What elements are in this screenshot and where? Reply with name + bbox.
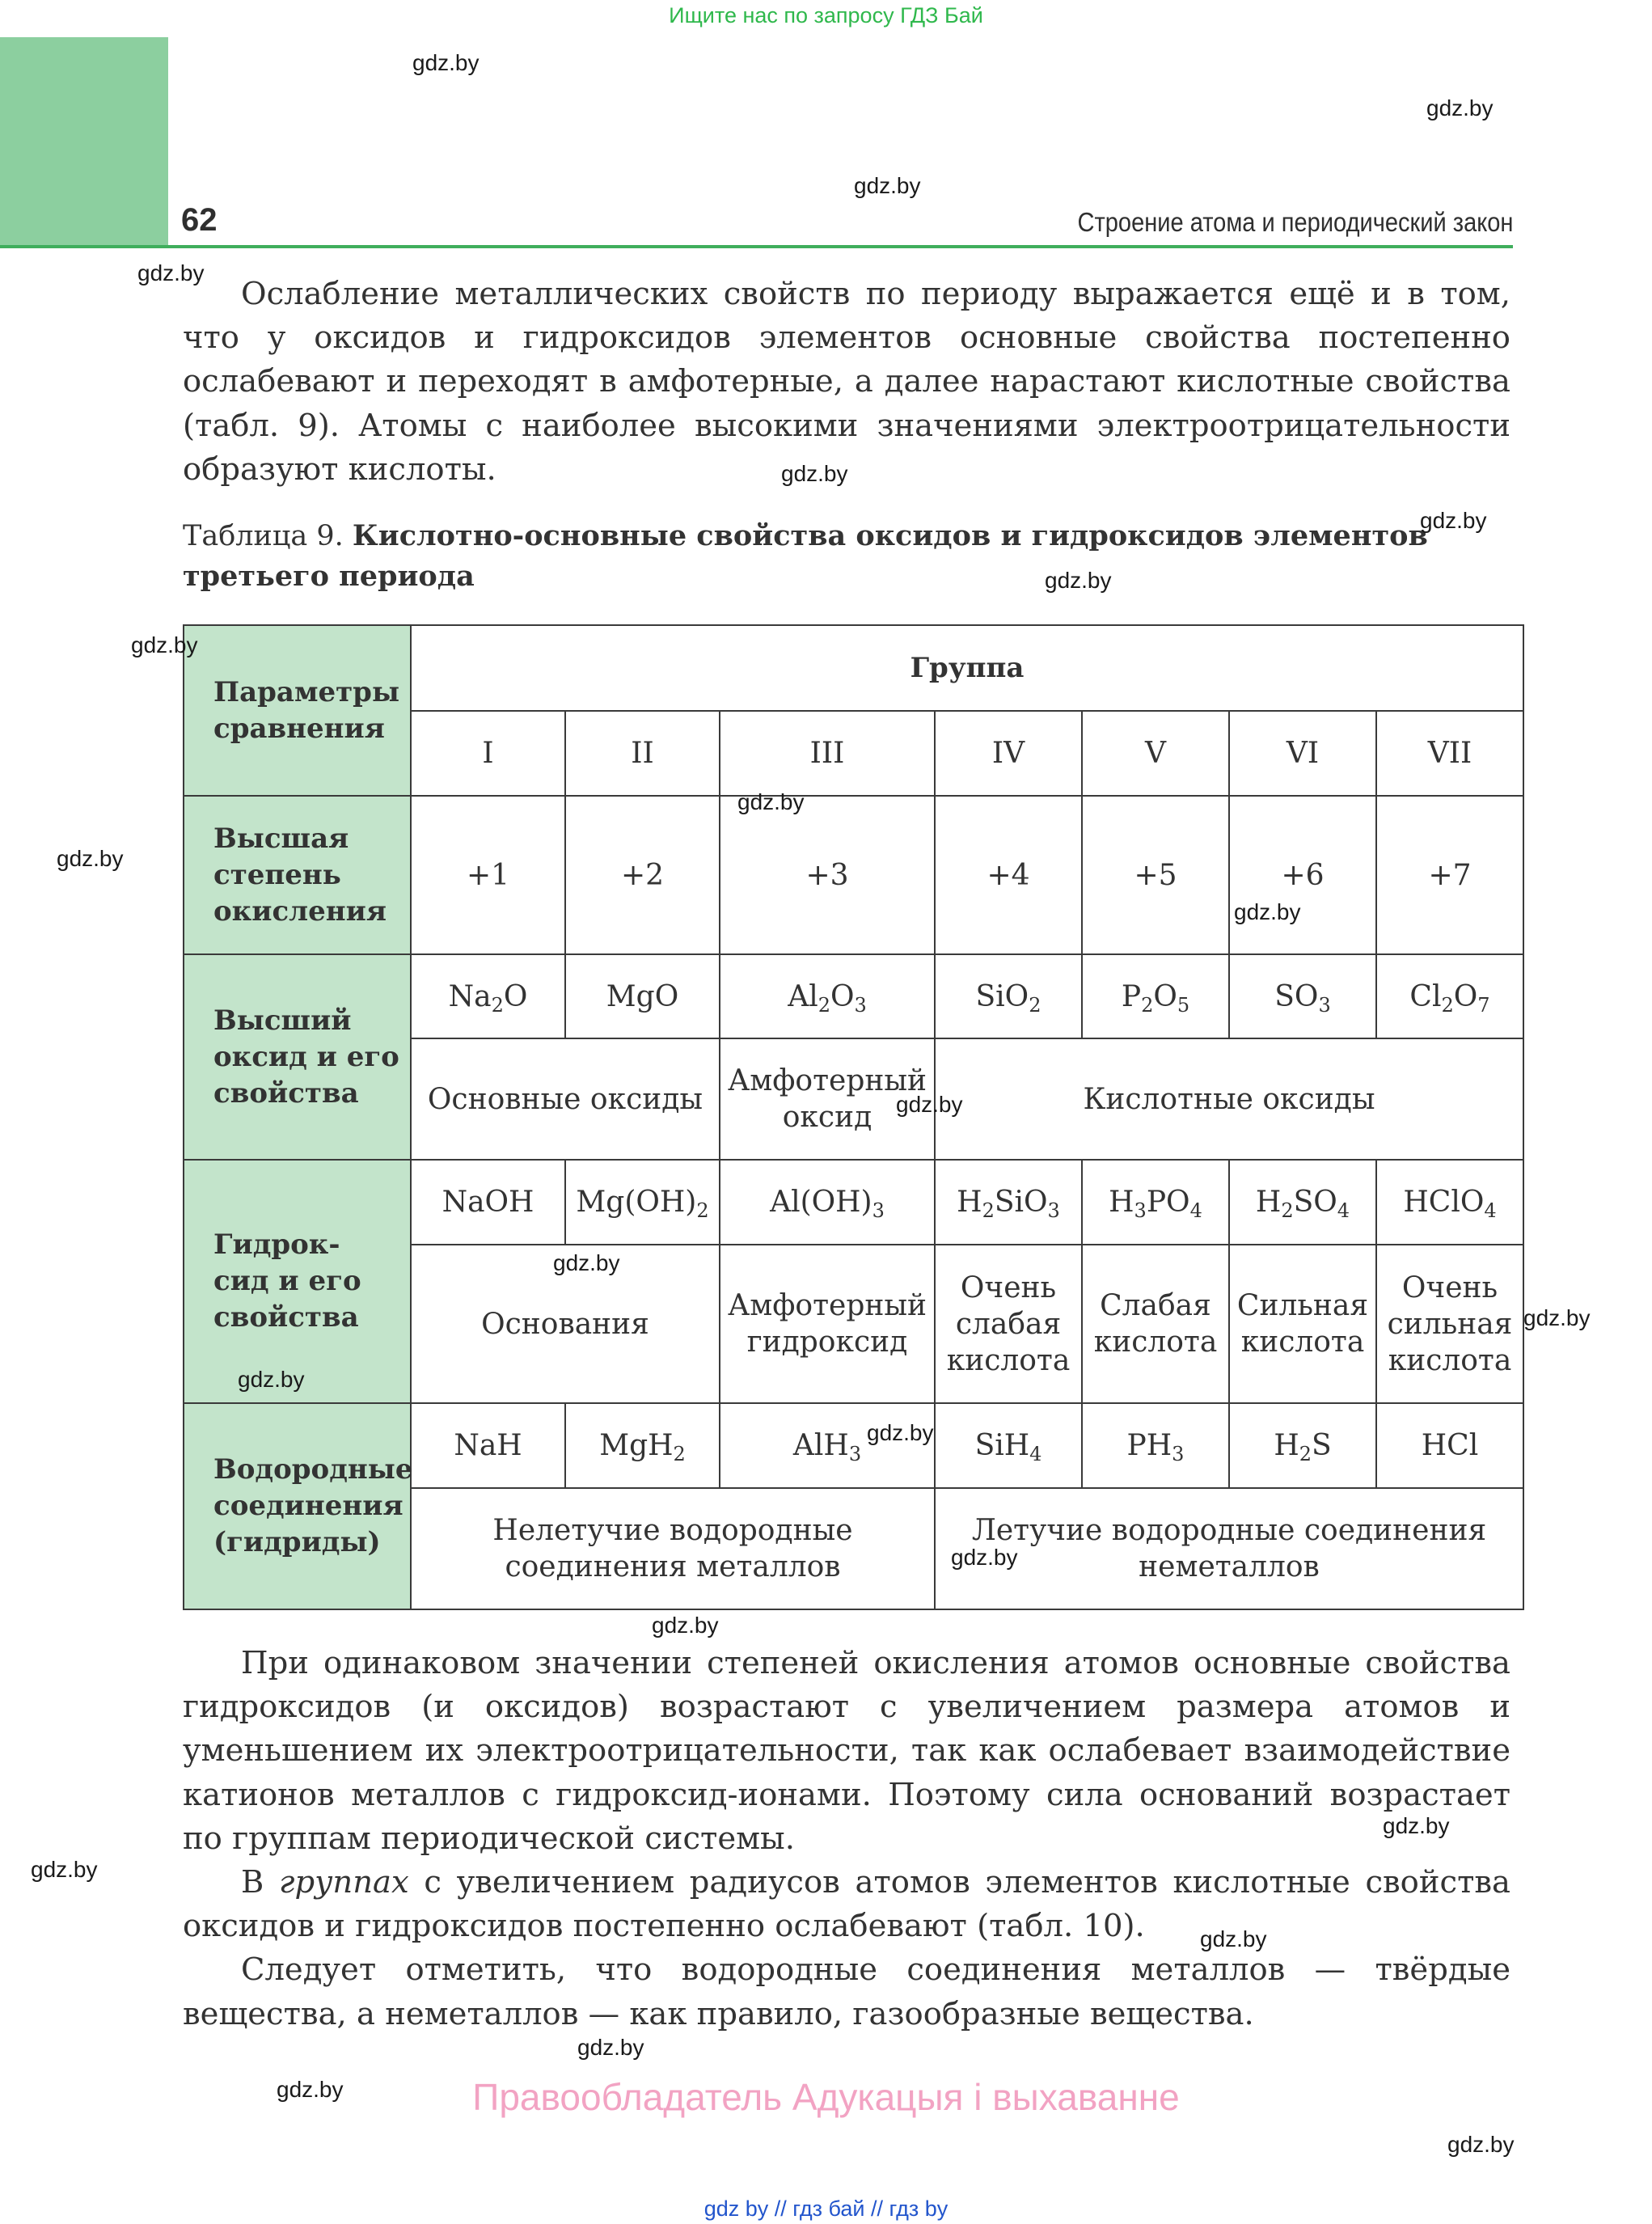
paragraph-3-after: с увеличением радиусов атомов элементов кислотные свойства оксидов и гидроксидов постепенно ослабевают (табл. 10). <box>183 1864 1511 1945</box>
hydride-formula: $PH_3$ <box>1082 1403 1229 1488</box>
row-label-hydroxide-line: Гидрок- <box>213 1228 340 1261</box>
formula-subscript: 2 <box>982 1199 995 1222</box>
page-corner-decoration <box>0 37 168 246</box>
formula-subscript: 4 <box>1484 1199 1497 1222</box>
param-header-cell <box>184 625 411 796</box>
formula-subscript: 3 <box>1172 1443 1185 1465</box>
oxidation-value: +1 <box>411 796 565 954</box>
watermark: gdz.by <box>553 1250 620 1275</box>
table-caption-title: Кислотно-основные свойства оксидов и гидроксидов элементов третьего периода <box>183 519 1428 593</box>
formula-subscript: 2 <box>696 1199 709 1222</box>
paragraph-1-text: Ослабление металлических свойств по периоду выражается ещё и в том, что у оксидов и гидроксидов элементов основные свойства постепенно ослабевают и переходят в амфотерные, а далее нарастают кислотные свойства (табл. 9). Атомы с наиболее высокими значениями электроотрицательности образуют кислоты. <box>183 276 1510 488</box>
bottom-links[interactable]: gdz by // гдз бай // гдз by <box>703 2197 949 2221</box>
oxidation-value: +6 <box>1229 796 1376 954</box>
group-header-cell: Группа <box>411 625 1523 711</box>
row-label-hydroxide-line: свойства <box>213 1301 359 1334</box>
oxide-formula: $P_2O_5$ <box>1082 954 1229 1038</box>
hydride-formula: SiH$_4$ <box>935 1403 1082 1488</box>
hydride-property: Нелетучие водородные соединения металлов <box>411 1488 935 1609</box>
formula-subscript: 2 <box>1299 1443 1312 1465</box>
watermark: gdz.by <box>137 260 205 285</box>
watermark: gdz.by <box>31 1857 98 1882</box>
formula-subscript: 2 <box>491 993 504 1017</box>
hydroxide-formula: HClO$_4$ <box>1376 1160 1523 1245</box>
oxidation-value: +4 <box>935 796 1082 954</box>
hydroxide-formula: $H_3PO_4$ <box>1082 1160 1229 1245</box>
group-label: III <box>720 711 935 796</box>
watermark: gdz.by <box>1200 1926 1267 1951</box>
header-divider <box>0 245 1513 248</box>
hydride-formula: $H_2S$ <box>1229 1403 1376 1488</box>
oxide-property: Амфотерный оксид <box>720 1038 935 1160</box>
paragraph-body <box>183 1642 1510 2036</box>
watermark: gdz.by <box>1420 508 1487 533</box>
watermark: gdz.by <box>652 1613 719 1638</box>
watermark: gdz.by <box>412 50 480 75</box>
watermark: gdz.by <box>896 1092 963 1117</box>
hydroxide-property: Очень слабая кислота <box>935 1245 1082 1403</box>
paragraph-3-emphasis: группах <box>278 1864 409 1901</box>
watermark: gdz.by <box>1234 899 1301 924</box>
copyright-watermark: Правообладатель Адукацыя і выхаванне <box>472 2076 1180 2118</box>
paragraph-2-text: При одинаковом значении степеней окисления атомов основные свойства гидроксидов (и оксидов) возрастают с увеличением размера атомов и уменьшением их электроотрицательности, так как ослабевает взаимодействие катионов металлов с гидроксид-ионами. Поэтому сила оснований возрастает по группам периодической системы. <box>183 1645 1510 1857</box>
group-label: I <box>411 711 565 796</box>
formula-subscript: 3 <box>1134 1199 1147 1222</box>
formula-subscript: 3 <box>872 1199 885 1222</box>
hydroxide-property: Основания <box>411 1245 720 1403</box>
hydride-formula: AlH$_3$ <box>720 1403 935 1488</box>
hydride-formula: HCl <box>1376 1403 1523 1488</box>
formula-subscript: 5 <box>1177 993 1190 1017</box>
hydroxide-formula: $Al(OH)_3$ <box>720 1160 935 1245</box>
oxide-formula: $SO_3$ <box>1229 954 1376 1038</box>
paragraph-4-text: Следует отметить, что водородные соединения металлов — твёрдые вещества, а неметаллов — как правило, газообразные вещества. <box>183 1951 1510 2032</box>
oxide-formula: $Al_2O_3$ <box>720 954 935 1038</box>
page-number: 62 <box>181 202 218 238</box>
oxide-formula: $Cl_2O_7$ <box>1376 954 1523 1038</box>
paragraph-3-text <box>183 1861 1510 1948</box>
oxide-formula: $Na_2O$ <box>411 954 565 1038</box>
oxidation-value: +5 <box>1082 796 1229 954</box>
group-label: II <box>565 711 720 796</box>
oxide-formula: SiO$_2$ <box>935 954 1082 1038</box>
watermark: gdz.by <box>1045 568 1112 593</box>
group-label: VII <box>1376 711 1523 796</box>
formula-subscript: 2 <box>818 993 830 1017</box>
paragraph-intro <box>183 273 1510 492</box>
row-label-oxidation: Высшая степень окисления <box>184 796 411 954</box>
watermark: gdz.by <box>131 632 198 657</box>
oxide-formula: MgO <box>565 954 720 1038</box>
hydroxide-property: Сильная кислота <box>1229 1245 1376 1403</box>
formula-subscript: 4 <box>1337 1199 1350 1222</box>
table-caption <box>183 516 1428 597</box>
formula-subscript: 4 <box>1189 1199 1202 1222</box>
hydroxide-formula: $H_2SiO_3$ <box>935 1160 1082 1245</box>
paragraph-3-before: В <box>241 1864 279 1901</box>
watermark: gdz.by <box>577 2035 644 2060</box>
chapter-title: Строение атома и периодический закон <box>1077 207 1513 237</box>
watermark: gdz.by <box>781 461 848 486</box>
hydroxide-property: Слабая кислота <box>1082 1245 1229 1403</box>
formula-subscript: 3 <box>848 1443 862 1465</box>
formula-subscript: 2 <box>1281 1199 1294 1222</box>
hydroxide-property: Амфотерный гидроксид <box>720 1245 935 1403</box>
group-label: V <box>1082 711 1229 796</box>
row-label-hydride: Водородные соединения (гидриды) <box>184 1403 411 1609</box>
hydroxide-formula: NaOH <box>411 1160 565 1245</box>
oxide-property: Кислотные оксиды <box>935 1038 1523 1160</box>
watermark: gdz.by <box>854 173 921 198</box>
acid-base-table <box>183 624 1524 1610</box>
hydroxide-property: Очень сильная кислота <box>1376 1245 1523 1403</box>
formula-subscript: 3 <box>1047 1199 1060 1222</box>
formula-subscript: 2 <box>1141 993 1154 1017</box>
hydride-property: Летучие водородные соединения неметаллов <box>935 1488 1523 1609</box>
watermark: gdz.by <box>1447 2132 1515 2157</box>
watermark: gdz.by <box>57 846 124 871</box>
watermark: gdz.by <box>951 1545 1018 1570</box>
watermark: gdz.by <box>238 1367 305 1392</box>
group-label: VI <box>1229 711 1376 796</box>
watermark: gdz.by <box>277 2077 344 2102</box>
row-label-oxide: Высший оксид и его свойства <box>184 954 411 1160</box>
param-header-text: Параметры сравнения <box>213 675 400 745</box>
hydroxide-formula: $H_2SO_4$ <box>1229 1160 1376 1245</box>
formula-subscript: 7 <box>1477 993 1490 1017</box>
watermark: gdz.by <box>1523 1305 1591 1330</box>
oxidation-value: +2 <box>565 796 720 954</box>
formula-subscript: 3 <box>1318 993 1331 1017</box>
hydroxide-formula: $Mg(OH)_2$ <box>565 1160 720 1245</box>
watermark: gdz.by <box>867 1420 934 1445</box>
formula-subscript: 2 <box>673 1443 686 1465</box>
group-label: IV <box>935 711 1082 796</box>
formula-subscript: 2 <box>1029 993 1041 1017</box>
hydride-formula: MgH$_2$ <box>565 1403 720 1488</box>
hydride-formula: NaH <box>411 1403 565 1488</box>
watermark: gdz.by <box>1426 95 1494 121</box>
formula-subscript: 4 <box>1029 1443 1042 1465</box>
oxide-property: Основные оксиды <box>411 1038 720 1160</box>
formula-subscript: 2 <box>1441 993 1454 1017</box>
watermark: gdz.by <box>737 789 805 814</box>
oxidation-value: +7 <box>1376 796 1523 954</box>
row-label-hydroxide-line: сид и его <box>213 1265 361 1297</box>
top-banner: Ищите нас по запросу ГДЗ Бай <box>669 3 983 27</box>
formula-subscript: 3 <box>854 993 867 1017</box>
watermark: gdz.by <box>1383 1813 1450 1838</box>
table-caption-label: Таблица 9. <box>183 520 344 552</box>
oxidation-value: +3 <box>720 796 935 954</box>
